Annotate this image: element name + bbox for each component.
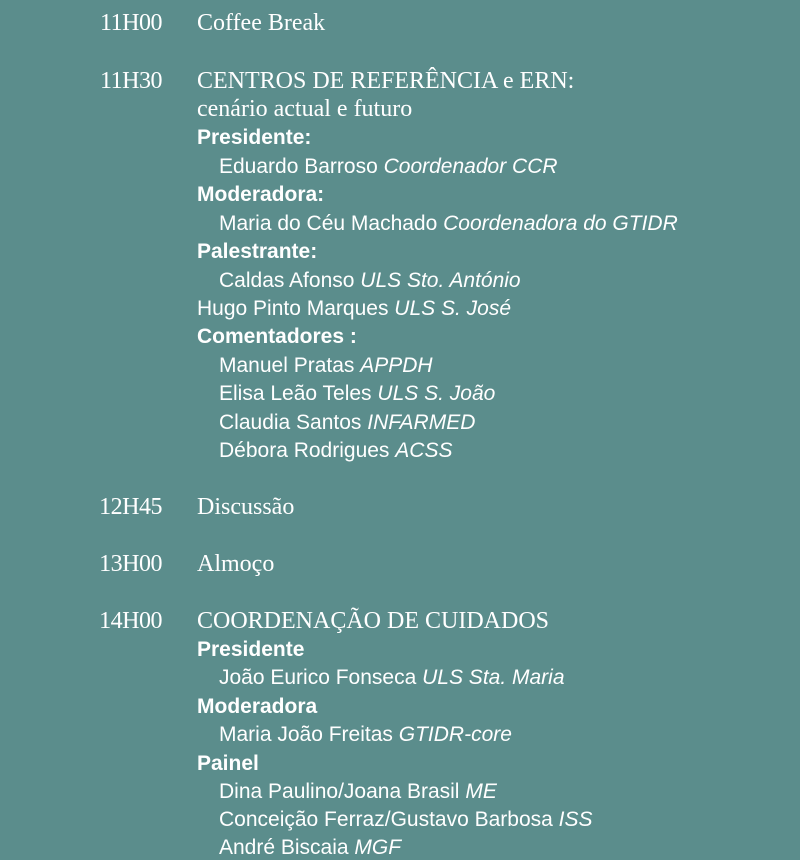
role-label: Moderadora: — [197, 183, 325, 206]
person-name: Claudia Santos — [219, 411, 362, 434]
person-name: Eduardo Barroso — [219, 155, 378, 178]
role-label: Presidente: — [197, 126, 312, 149]
session-title: Almoço — [197, 551, 275, 577]
person-name: João Eurico Fonseca — [219, 666, 417, 689]
person-entry — [219, 666, 565, 690]
person-name: Maria do Céu Machado — [219, 212, 438, 235]
role-label: Palestrante: — [197, 240, 318, 263]
person-affiliation: GTIDR-core — [398, 723, 512, 746]
person-entry — [219, 808, 593, 832]
session-subtitle: cenário actual e futuro — [197, 96, 413, 122]
person-name: Conceição Ferraz/Gustavo Barbosa — [219, 808, 553, 831]
person-entry — [219, 269, 521, 293]
session-time: 14H00 — [99, 608, 162, 634]
person-affiliation: ISS — [558, 808, 593, 831]
person-name: Hugo Pinto Marques — [197, 297, 389, 320]
session-title: Discussão — [197, 494, 295, 520]
person-affiliation: INFARMED — [367, 411, 476, 434]
person-name: Elisa Leão Teles — [219, 382, 372, 405]
session-time: 12H45 — [99, 494, 162, 520]
role-label: Painel — [197, 752, 259, 775]
person-affiliation: ME — [465, 780, 497, 803]
person-entry — [219, 439, 452, 463]
person-name: Maria João Freitas — [219, 723, 393, 746]
person-affiliation: ACSS — [395, 439, 453, 462]
person-affiliation: ULS Sto. António — [360, 269, 521, 292]
person-affiliation: MGF — [354, 836, 402, 859]
person-entry — [219, 723, 512, 747]
session-title: Coffee Break — [197, 10, 326, 36]
session-time: 11H00 — [100, 10, 162, 36]
person-affiliation: Coordenadora do GTIDR — [443, 212, 678, 235]
person-name: André Biscaia — [219, 836, 349, 859]
person-name: Dina Paulino/Joana Brasil — [219, 780, 460, 803]
person-entry — [219, 382, 495, 406]
person-name: Caldas Afonso — [219, 269, 355, 292]
session-title: CENTROS DE REFERÊNCIA e ERN: — [197, 68, 575, 94]
person-affiliation: ULS S. João — [377, 382, 496, 405]
person-entry — [197, 297, 511, 321]
session-title: COORDENAÇÃO DE CUIDADOS — [197, 608, 550, 634]
session-time: 11H30 — [100, 68, 162, 94]
person-name: Manuel Pratas — [219, 354, 355, 377]
role-label: Moderadora — [197, 695, 318, 718]
person-affiliation: ULS Sta. Maria — [422, 666, 565, 689]
person-affiliation: APPDH — [360, 354, 433, 377]
person-affiliation: ULS S. José — [394, 297, 512, 320]
person-affiliation: Coordenador CCR — [383, 155, 558, 178]
person-entry — [219, 354, 433, 378]
role-label: Presidente — [197, 638, 305, 661]
person-entry — [219, 780, 497, 804]
person-entry — [219, 836, 401, 860]
person-name: Débora Rodrigues — [219, 439, 390, 462]
session-time: 13H00 — [99, 551, 162, 577]
role-label: Comentadores : — [197, 325, 357, 348]
person-entry — [219, 212, 678, 236]
person-entry — [219, 411, 475, 435]
person-entry — [219, 155, 558, 179]
